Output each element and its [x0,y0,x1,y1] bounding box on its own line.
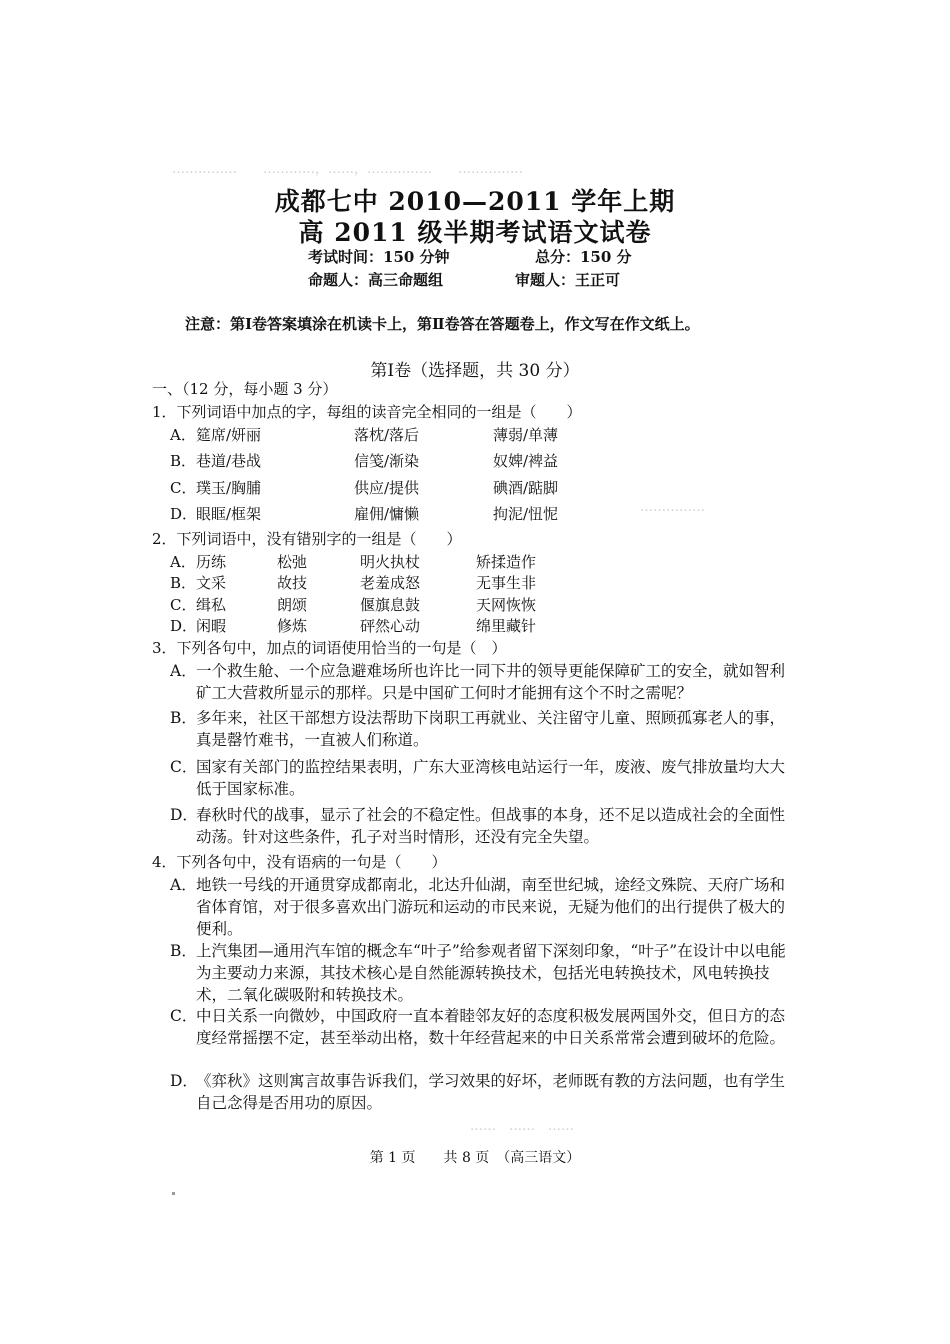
option-item: 筵席/妍丽 [196,426,262,444]
question-3-option-b [170,707,790,751]
option-item: 雇佣/慵懒 [354,505,420,523]
option-item: 薄弱/单薄 [493,426,559,444]
question-3-option-d [170,804,790,848]
option-item: 矫揉造作 [476,553,537,571]
option-item: 朗颂 [277,596,308,614]
option-item: 偃旗息鼓 [360,596,421,614]
option-item: 奴婢/裨益 [493,452,559,470]
option-text: 国家有关部门的监控结果表明，广东大亚湾核电站运行一年，废液、废气排放量均大大低于国家标准。 [196,758,786,798]
scan-speck [172,1192,175,1195]
option-letter: B． [170,942,197,960]
option-text: 地铁一号线的开通贯穿成都南北，北达升仙湖，南至世纪城，途经文殊院、天府广场和省体育馆，对于很多喜欢出门游玩和运动的市民来说，无疑为他们的出行提供了极大的便利。 [196,876,786,938]
option-item: 眼眶/框架 [196,505,262,523]
exam-subtitle: 高 2011 级半期考试语文试卷 [298,218,652,247]
bleed-through-text: …………… [640,500,705,515]
question-2-stem: 2．下列词语中，没有错别字的一组是（ ） [152,530,462,548]
bleed-through-text: …… …… …… [470,1119,575,1134]
bleed-through-text: …………… …………，……，…………… …………… [172,162,524,177]
total-score: 总分：150 分 [535,248,632,266]
question-4-option-d [170,1070,790,1114]
option-item: 砰然心动 [360,617,421,635]
option-letter: A． [170,426,196,444]
option-item: 闲暇 [196,617,227,635]
option-item: 历练 [196,553,227,571]
exam-title: 成都七中 2010—2011 学年上期 [274,187,676,216]
option-item: 修炼 [277,617,308,635]
option-item: 落枕/落后 [354,426,420,444]
option-letter: B． [170,574,197,592]
option-letter: A． [170,662,197,680]
question-4-option-c [170,1005,790,1049]
section-title: 第Ⅰ卷（选择题，共 30 分） [370,361,580,381]
option-letter: C． [170,758,198,776]
option-text: 多年来，社区干部想方设法帮助下岗职工再就业、关注留守儿童、照顾孤寡老人的事，真是罄竹难书，一直被人们称道。 [196,709,786,749]
option-item: 拘泥/忸怩 [493,505,559,523]
option-letter: B． [170,452,197,470]
exam-notice: 注意：第Ⅰ卷答案填涂在机读卡上，第Ⅱ卷答在答题卷上，作文写在作文纸上。 [185,315,700,333]
option-item: 老羞成怒 [360,574,421,592]
option-text: 春秋时代的战事，显示了社会的不稳定性。但战事的本身，还不足以造成社会的全面性动荡。针对这些条件，孔子对当时情形，还没有完全失望。 [196,806,786,846]
exam-time: 考试时间：150 分钟 [308,248,450,266]
option-item: 松弛 [277,553,308,571]
option-letter: C． [170,596,197,614]
option-letter: D． [170,1072,198,1090]
option-item: 缉私 [196,596,227,614]
option-letter: D． [170,505,198,523]
option-item: 无事生非 [476,574,537,592]
option-item: 绵里藏针 [476,617,537,635]
question-4-stem: 4．下列各句中，没有语病的一句是（ ） [152,853,447,871]
option-item: 信笺/渐染 [354,452,420,470]
option-letter: D． [170,806,198,824]
question-1-stem: 1．下列词语中加点的字，每组的读音完全相同的一组是（ ） [152,403,582,421]
option-item: 明火执杖 [360,553,421,571]
option-letter: B． [170,709,197,727]
question-3-option-c [170,756,790,800]
option-item: 璞玉/胸脯 [196,479,262,497]
question-3-stem: 3．下列各句中，加点的词语使用恰当的一句是（ ） [152,639,507,657]
option-item: 碘酒/踮脚 [493,479,559,497]
option-letter: D． [170,617,198,635]
option-item: 天网恢恢 [476,596,537,614]
question-3-option-a [170,660,790,704]
option-item: 供应/提供 [354,479,420,497]
question-setter: 命题人：高三命题组 [308,271,444,289]
option-letter: C． [170,479,197,497]
question-4-option-b [170,940,790,1006]
reviewer: 审题人：王正可 [515,271,621,289]
option-letter: C． [170,1007,198,1025]
option-text: 上汽集团—通用汽车馆的概念车“叶子”给参观者留下深刻印象，“叶子”在设计中以电能为主要动力来源，其技术核心是自然能源转换技术，包括光电转换技术，风电转换技术，二氧化碳吸附和转换技术。 [196,942,786,1004]
page-footer: 第 1 页 共 8 页 （高三语文） [369,1150,581,1166]
option-letter: A． [170,553,196,571]
option-text: 《弈秋》这则寓言故事告诉我们，学习效果的好坏，老师既有教的方法问题，也有学生自己念得是否用功的原因。 [196,1072,786,1112]
question-4-option-a [170,874,790,940]
option-item: 巷道/巷战 [196,452,262,470]
option-item: 故技 [277,574,308,592]
part-heading: 一、（12 分，每小题 3 分） [152,380,338,398]
option-text: 中日关系一向微妙，中国政府一直本着睦邻友好的态度积极发展两国外交，但日方的态度经常摇摆不定，甚至举动出格，数十年经营起来的中日关系常常会遭到破坏的危险。 [196,1007,786,1047]
option-letter: A． [170,876,197,894]
option-text: 一个救生舱、一个应急避难场所也许比一同下井的领导更能保障矿工的安全，就如智利矿工大营救所显示的那样。只是中国矿工何时才能拥有这个不时之需呢？ [196,662,786,702]
option-item: 文采 [196,574,227,592]
